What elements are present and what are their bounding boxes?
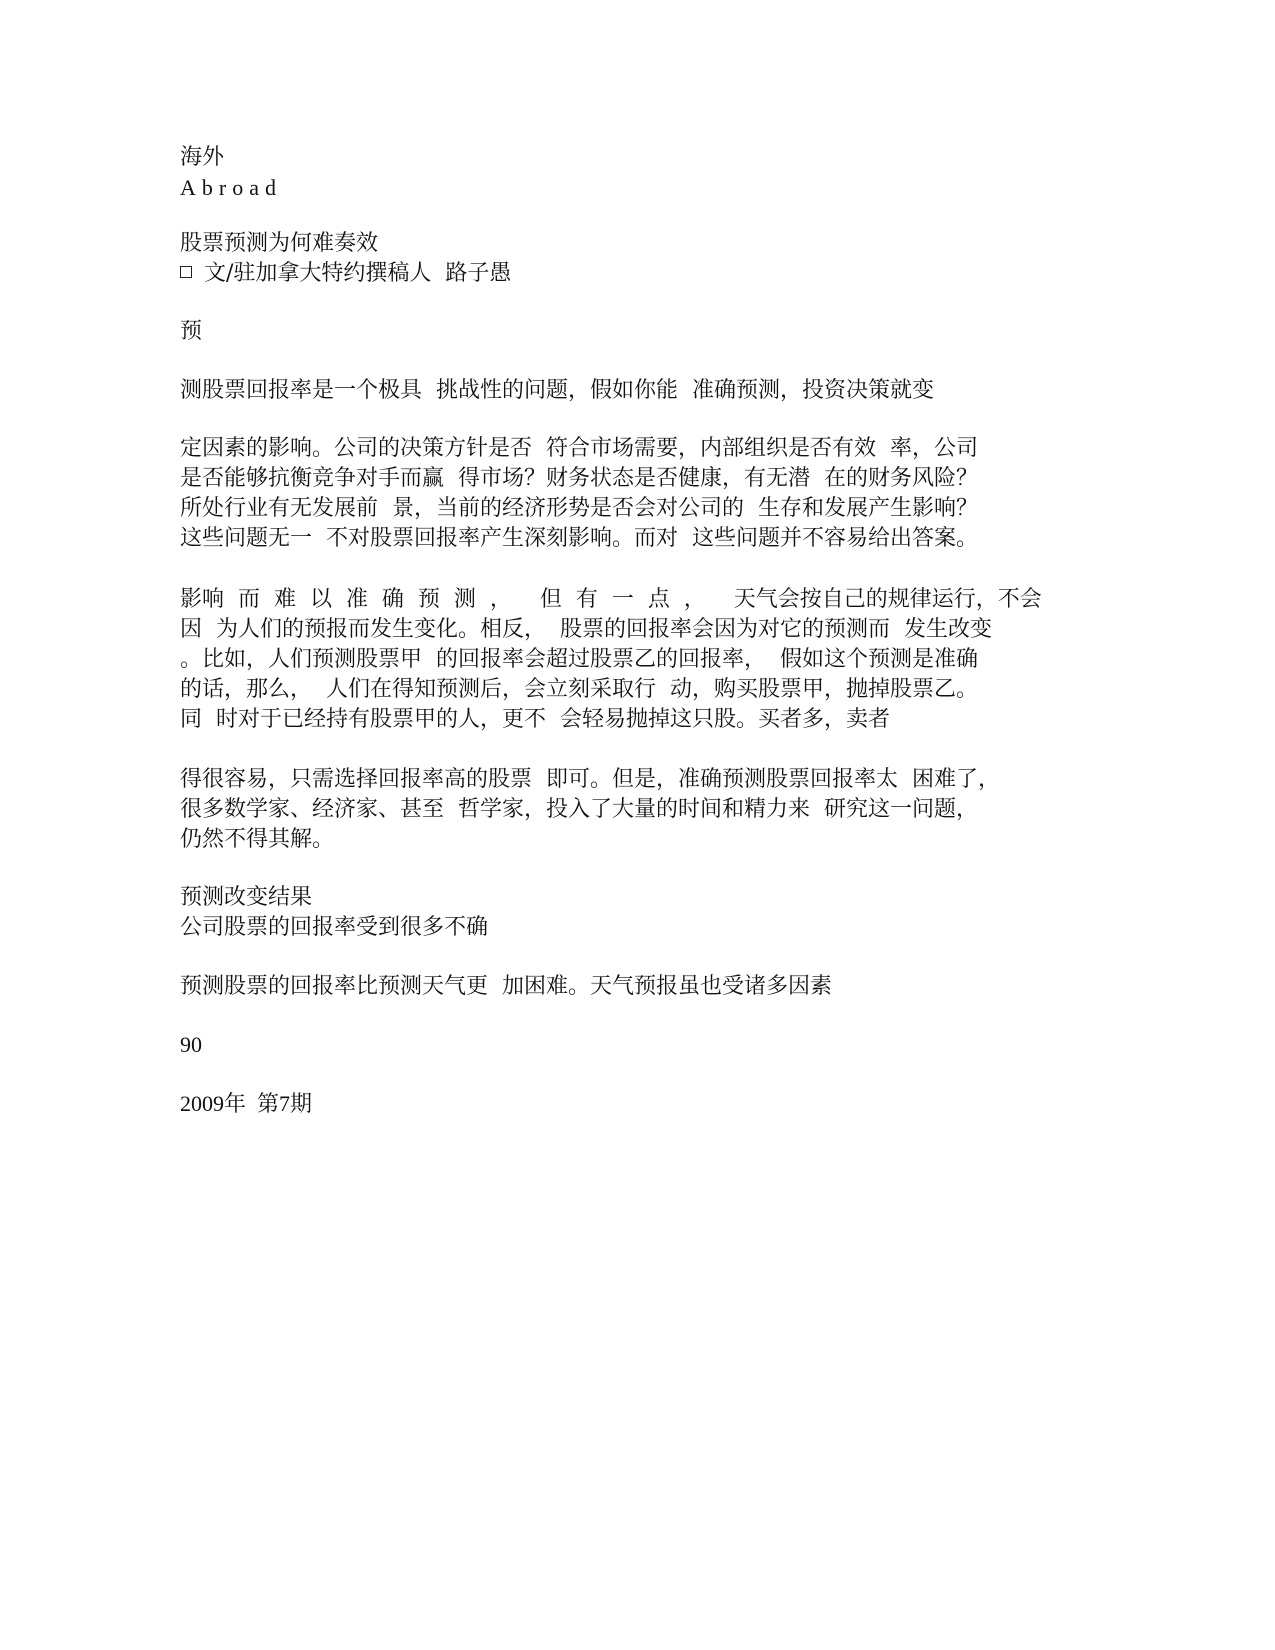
drop-char-text: 预 — [180, 319, 203, 344]
section-label-en: Abroad — [180, 175, 282, 200]
paragraph-2 — [180, 434, 978, 554]
byline-text: 文/驻加拿大特约撰稿人 路子愚 — [204, 261, 512, 286]
page-number — [180, 1030, 202, 1060]
paragraph-line: 影响 而 难 以 准 确 预 测 ， 但 有 一 点 ， 天气会按自己的规律运行，不会 — [180, 587, 1042, 612]
subsection — [180, 883, 488, 943]
paragraph-line: 公司股票的回报率受到很多不确 — [180, 915, 489, 940]
issue-text: 2009年 第7期 — [180, 1091, 313, 1116]
paragraph-line: 预测股票的回报率比预测天气更 加困难。天气预报虽也受诸多因素 — [180, 974, 832, 999]
paragraph-3 — [180, 585, 1042, 735]
paragraph-line: 测股票回报率是一个极具 挑战性的问题，假如你能 准确预测，投资决策就变 — [180, 378, 934, 403]
paragraph-6 — [180, 972, 832, 1002]
article-byline — [180, 259, 511, 289]
paragraph-line: 得很容易，只需选择回报率高的股票 即可。但是，准确预测股票回报率太 困难了， — [180, 767, 1000, 792]
paragraph-line: 这些问题无一 不对股票回报率产生深刻影响。而对 这些问题并不容易给出答案。 — [180, 526, 978, 551]
article-title: 股票预测为何难奏效 — [180, 231, 379, 256]
square-bullet-icon — [180, 266, 192, 278]
page-number-text: 90 — [180, 1032, 202, 1057]
paragraph-1 — [180, 376, 934, 406]
paragraph-line: 定因素的影响。公司的决策方针是否 符合市场需要，内部组织是否有效 率，公司 — [180, 436, 978, 461]
paragraph-line: 的话，那么， 人们在得知预测后，会立刻采取行 动，购买股票甲，抛掉股票乙。 — [180, 677, 978, 702]
issue-info — [180, 1089, 312, 1119]
drop-char — [180, 317, 202, 347]
subsection-heading: 预测改变结果 — [180, 885, 313, 910]
paragraph-line: 。比如，人们预测股票甲 的回报率会超过股票乙的回报率， 假如这个预测是准确 — [180, 647, 978, 672]
section-label-zh: 海外 — [180, 145, 225, 170]
section-header — [180, 143, 282, 203]
paragraph-line: 很多数学家、经济家、甚至 哲学家，投入了大量的时间和精力来 研究这一问题， — [180, 797, 978, 822]
paragraph-line: 所处行业有无发展前 景，当前的经济形势是否会对公司的 生存和发展产生影响？ — [180, 496, 978, 521]
paragraph-4 — [180, 765, 1000, 855]
paragraph-line: 因 为人们的预报而发生变化。相反， 股票的回报率会因为对它的预测而 发生改变 — [180, 617, 992, 642]
paragraph-line: 仍然不得其解。 — [180, 827, 335, 852]
article-header — [180, 229, 511, 289]
paragraph-line: 是否能够抗衡竞争对手而赢 得市场？财务状态是否健康，有无潜 在的财务风险？ — [180, 466, 978, 491]
paragraph-line: 同 时对于已经持有股票甲的人，更不 会轻易抛掉这只股。买者多，卖者 — [180, 707, 890, 732]
